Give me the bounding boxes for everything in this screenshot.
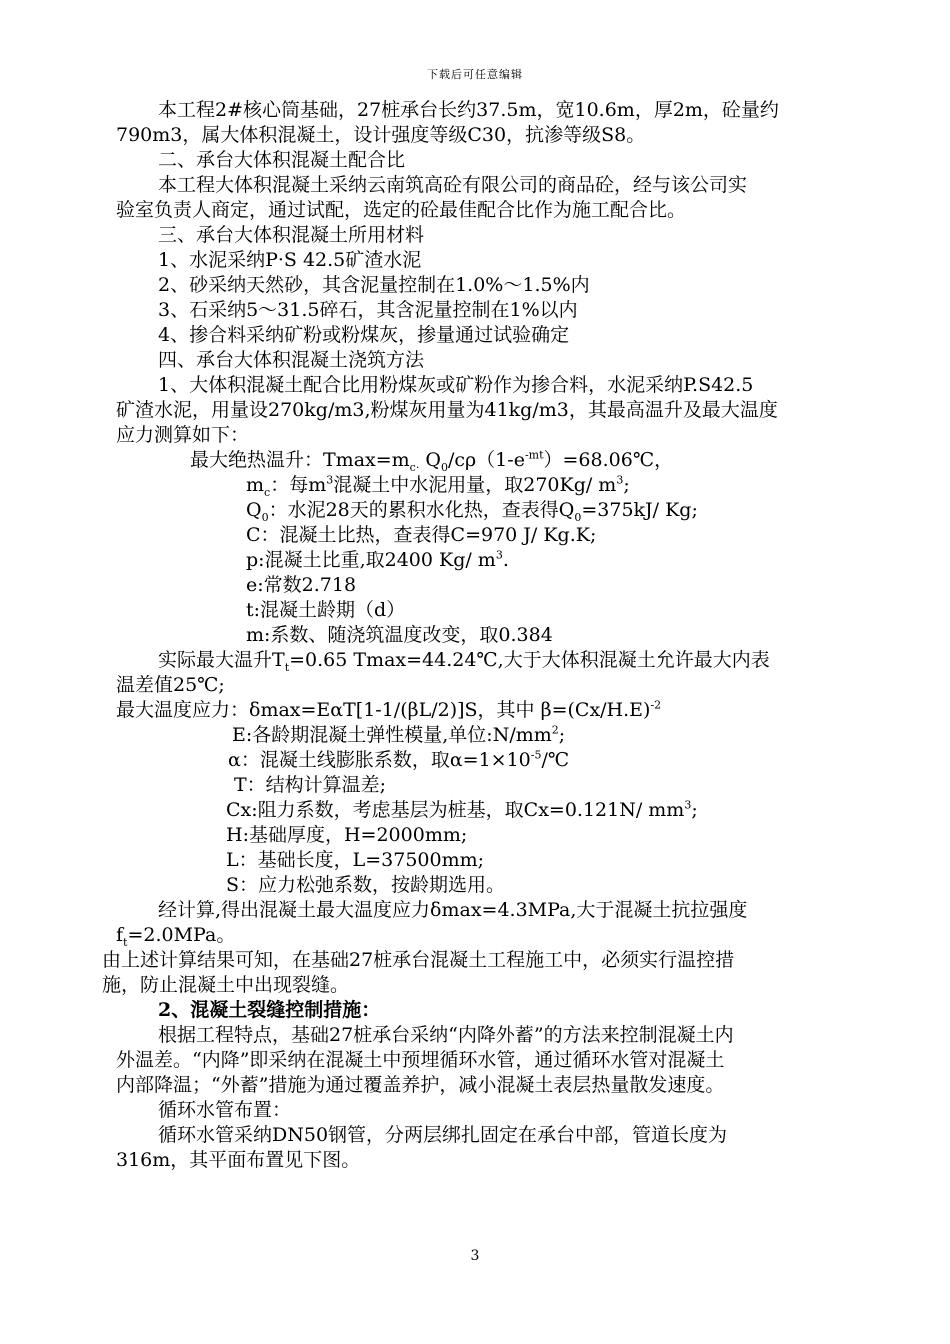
paragraph-line: 由上述计算结果可知，在基础27桩承台混凝土工程施工中，必须实行温控措 [102,949,735,971]
superscript: -5 [530,748,542,762]
superscript: 3 [326,473,334,487]
paragraph-line: 施，防止混凝土中出现裂缝。 [102,974,350,996]
formula-line [116,698,661,723]
section-heading: 2、混凝土裂缝控制措施： [158,999,381,1021]
definition-line [226,798,698,823]
subscript: t [123,935,128,949]
definition-line: H:基础厚度，H=2000mm; [226,824,468,846]
paragraph-line: 790m3，属大体积混凝土，设计强度等级C30，抗渗等级S8。 [116,124,646,146]
paragraph-line: 循环水管布置： [158,1099,292,1121]
formula-text: 最大绝热温升：Tmax=m [190,449,410,471]
subscript: 0 [440,460,448,474]
page-number: 3 [470,1248,480,1264]
definition-line [228,748,569,773]
paragraph-line: 本工程大体积混凝土采纳云南筑高砼有限公司的商品砼，经与该公司实 [158,174,748,196]
formula-text: Cx:阻力系数，考虑基层为桩基，取Cx=0.121N/ mm [226,799,685,821]
paragraph-line: 矿渣水泥，用量设270kg/m3,粉煤灰用量为41kg/m3，其最高温升及最大温度 [116,399,778,421]
list-item: 3、石采纳5～31.5碎石，其含泥量控制在1%以内 [158,299,578,321]
formula-text: =375kJ/ Kg; [581,499,698,521]
definition-line [232,723,565,748]
formula-line [190,448,673,473]
definition-line: T：结构计算温差; [234,774,387,796]
formula-text: /℃ [541,749,570,771]
paragraph-line: 应力测算如下： [116,424,250,446]
definition-line: L：基础长度，L=37500mm; [226,849,485,871]
paragraph-line: 循环水管采纳DN50钢管，分两层绑扎固定在承台中部，管道长度为 [158,1124,728,1146]
paragraph-line: 本工程2#核心筒基础，27桩承台长约37.5m，宽10.6m，厚2m，砼量约 [158,99,779,121]
superscript: -mt [524,448,544,462]
section-heading: 二、承台大体积混凝土配合比 [158,149,406,171]
list-item: 2、砂采纳天然砂，其含泥量控制在1.0%～1.5%内 [158,274,590,296]
superscript: 2 [551,723,559,737]
formula-text: ：水泥28天的累积水化热，查表得Q [268,499,575,521]
formula-text: p:混凝土比重,取2400 Kg/ m [246,549,496,571]
formula-text: ）=68.06℃， [543,449,674,471]
subscript: c· [409,460,420,474]
list-item: 1、水泥采纳P·S 42.5矿渣水泥 [158,249,422,271]
paragraph-line: 根据工程特点，基础27桩承台采纳“内降外蓄”的方法来控制混凝土内 [158,1024,734,1046]
formula-text: α：混凝土线膨胀系数，取α=1×10 [228,749,531,771]
definition-line [246,473,630,498]
paragraph-line [116,923,235,948]
formula-text: f [116,924,124,946]
paragraph-line [158,648,770,673]
section-heading: 四、承台大体积混凝土浇筑方法 [158,349,425,371]
subscript: 0 [261,510,269,524]
subscript: c [264,485,271,499]
formula-text: 最大温度应力：δmax=EαT[1-1/(βL/2)]S，其中 β=(Cx/H.E) [116,699,651,721]
formula-text: . [502,549,509,571]
page-header: 下载后可任意编辑 [427,68,523,81]
formula-text: ：每m [270,474,327,496]
paragraph-line: 1、大体积混凝土配合比用粉煤灰或矿粉作为掺合料，水泥采纳P.S42.5 [158,374,754,396]
definition-line: t:混凝土龄期（d） [246,599,406,621]
paragraph-line: 316m，其平面布置见下图。 [116,1149,361,1171]
formula-text: /cρ（1-e [447,449,525,471]
paragraph-line: 验室负责人商定，通过试配，选定的砼最佳配合比作为施工配合比。 [116,199,687,221]
formula-text: ; [623,474,630,496]
list-item: 4、掺合料采纳矿粉或粉煤灰，掺量通过试验确定 [158,324,570,346]
superscript: 3 [616,473,624,487]
paragraph-line: 经计算,得出混凝土最大温度应力δmax=4.3MPa,大于混凝土抗拉强度 [158,899,748,921]
formula-text: E:各龄期混凝土弹性模量,单位:N/mm [232,724,552,746]
definition-line: e:常数2.718 [246,574,357,596]
superscript: -2 [650,698,662,712]
formula-text: 实际最大温升T [158,649,285,671]
paragraph-line: 外温差。“内降”即采纳在混凝土中预埋循环水管，通过循环水管对混凝土 [116,1049,725,1071]
formula-text: ; [558,724,566,746]
formula-text: Q [246,499,262,521]
formula-text: Q [419,449,441,471]
subscript: t [284,660,290,674]
definition-line [246,498,698,523]
definition-line: m:系数、随浇筑温度改变，取0.384 [246,624,553,646]
paragraph-line: 温差值25℃; [116,674,225,696]
formula-text: ; [691,799,698,821]
section-heading: 三、承台大体积混凝土所用材料 [158,224,425,246]
formula-text: =0.65 Tmax=44.24℃,大于大体积混凝土允许最大内表 [289,649,770,671]
subscript: 0 [574,510,582,524]
formula-text: =2.0MPa。 [127,924,236,946]
superscript: 3 [495,548,503,562]
definition-line: S：应力松弛系数，按龄期选用。 [226,874,506,896]
superscript: 3 [684,798,692,812]
formula-text: m [246,474,265,496]
definition-line: C：混凝土比热，查表得C=970 J/ Kg.K; [246,524,597,546]
paragraph-line: 内部降温；“外蓄”措施为通过覆盖养护，减小混凝土表层热量散发速度。 [116,1074,725,1096]
formula-text: 混凝土中水泥用量，取270Kg/ m [333,474,617,496]
definition-line [246,548,509,573]
